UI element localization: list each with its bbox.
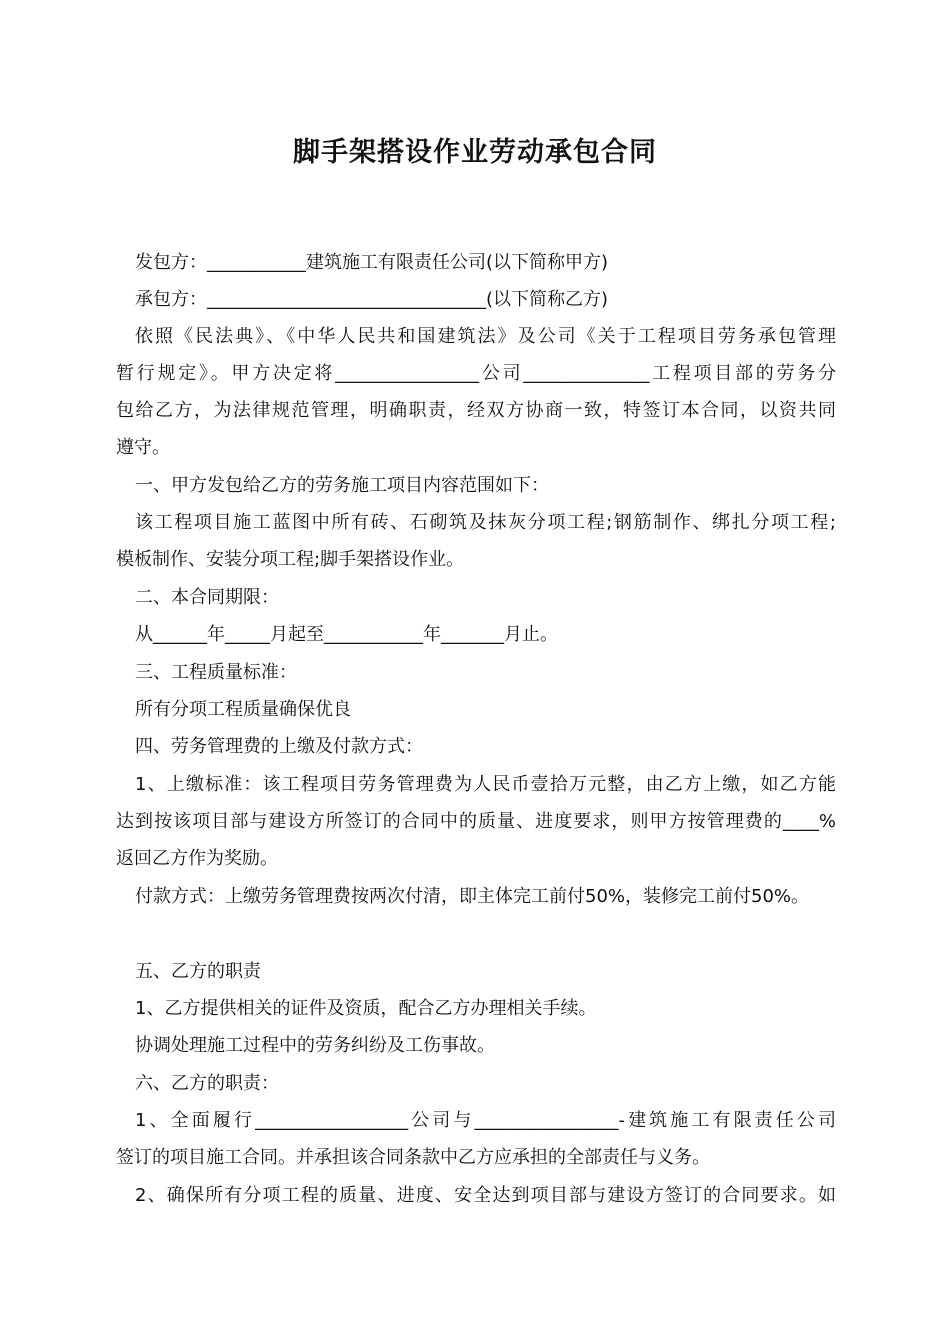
section-1-text-2: 模板制作、安装分项工程;脚手架搭设作业。 xyxy=(116,549,465,570)
section-1-heading: 一、甲方发包给乙方的劳务施工项目内容范围如下： xyxy=(135,475,549,496)
preamble-line-3: 包给乙方，为法律规范管理，明确职责，经双方协商一致，特签订本合同，以资共同 xyxy=(116,400,836,421)
party-b-line: 承包方：_______________________________(以下简称乙方) xyxy=(135,289,609,310)
section-3-text: 所有分项工程质量确保优良 xyxy=(135,699,351,720)
document-title: 脚手架搭设作业劳动承包合同 xyxy=(293,137,657,168)
section-5-heading: 五、乙方的职责 xyxy=(135,961,261,982)
section-6-item-1-line-2: 签订的项目施工合同。并承担该合同条款中乙方应承担的全部责任与义务。 xyxy=(116,1147,710,1168)
section-2-text: 从______年_____月起至___________年_______月止。 xyxy=(135,624,558,645)
section-3-heading: 三、工程质量标准： xyxy=(135,662,297,683)
section-5-item-2: 协调处理施工过程中的劳务纠纷及工伤事故。 xyxy=(135,1035,495,1056)
section-2-heading: 二、本合同期限： xyxy=(135,587,279,608)
section-4-payment: 付款方式：上缴劳务管理费按两次付清，即主体完工前付50%，装修完工前付50%。 xyxy=(135,886,810,907)
section-4-item-1-line-2: 达到按该项目部与建设方所签订的合同中的质量、进度要求，则甲方按管理费的____% xyxy=(116,811,836,832)
preamble-line-1: 依照《民法典》、《中华人民共和国建筑法》及公司《关于工程项目劳务承包管理 xyxy=(135,326,836,347)
party-a-line: 发包方：___________建筑施工有限责任公司(以下简称甲方) xyxy=(135,252,609,273)
section-4-item-1-line-1: 1、上缴标准：该工程项目劳务管理费为人民币壹拾万元整，由乙方上缴，如乙方能 xyxy=(135,774,836,795)
section-6-item-1-line-1: 1、全面履行_________________公司与________________-建筑施工有限责任公司 xyxy=(135,1110,836,1131)
section-4-item-1-line-3: 返回乙方作为奖励。 xyxy=(116,848,278,869)
section-4-heading: 四、劳务管理费的上缴及付款方式： xyxy=(135,736,423,757)
section-6-heading: 六、乙方的职责： xyxy=(135,1073,279,1094)
preamble-line-4: 遵守。 xyxy=(116,437,170,458)
preamble-line-2: 暂行规定》。甲方决定将________________公司______________工程项目部的劳务分 xyxy=(116,363,836,384)
section-6-item-2-line-1: 2、确保所有分项工程的质量、进度、安全达到项目部与建设方签订的合同要求。如 xyxy=(135,1185,836,1206)
section-1-text-1: 该工程项目施工蓝图中所有砖、石砌筑及抹灰分项工程;钢筋制作、绑扎分项工程; xyxy=(135,512,836,533)
section-5-item-1: 1、乙方提供相关的证件及资质，配合乙方办理相关手续。 xyxy=(135,998,597,1019)
